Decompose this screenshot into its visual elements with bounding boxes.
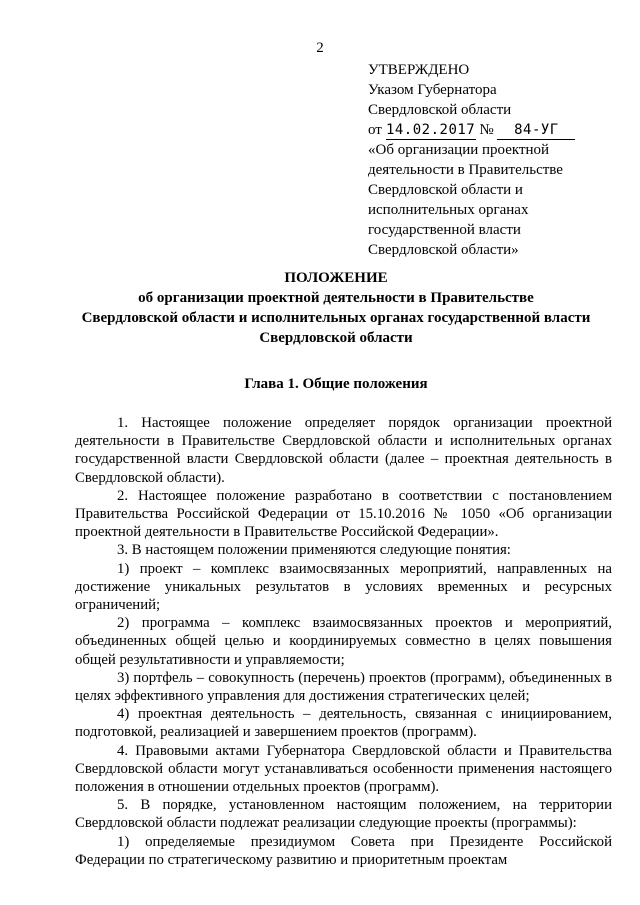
approval-date: 14.02.2017 xyxy=(385,122,476,138)
paragraph: 4. Правовыми актами Губернатора Свердловской области и Правительства Свердловской области могут устанавливаться особенности применения настоящего положения в отношении отдельных проектов (программ). xyxy=(75,742,612,796)
title-line: Свердловской области и исполнительных органах государственной власти xyxy=(81,310,591,326)
approval-number-label: № xyxy=(479,122,494,138)
approval-number: 84-УГ xyxy=(497,122,575,140)
approval-decree: Указом Губернатора xyxy=(368,82,497,98)
page-number: 2 xyxy=(316,40,324,56)
paragraph: 1) определяемые президиумом Совета при Президенте Российской Федерации по стратегическому развитию и приоритетным проектам xyxy=(75,833,612,868)
paragraph: 3) портфель – совокупность (перечень) проектов (программ), объединенных в целях эффективного управления для достижения стратегических целей; xyxy=(75,669,612,705)
document-body xyxy=(75,414,612,869)
title-line: ПОЛОЖЕНИЕ xyxy=(284,270,388,286)
paragraph: 3. В настоящем положении применяются следующие понятия: xyxy=(117,542,511,559)
approval-date-number-line xyxy=(368,120,618,140)
title-line: об организации проектной деятельности в Правительстве xyxy=(138,290,534,306)
paragraph: 2) программа – комплекс взаимосвязанных проектов и мероприятий, объединенных общей целью и координируемых совместно в целях повышения общей результативности и управляемости; xyxy=(75,615,612,668)
approval-stamp xyxy=(368,60,618,260)
paragraph: 2. Настоящее положение разработано в соответствии с постановлением Правительства Российской Федерации от 15.10.2016 № 1050 «Об организации проектной деятельности в Правительстве Российской Федерации». xyxy=(75,487,612,541)
title-line: Свердловской области xyxy=(259,330,413,346)
approval-subject-line: Свердловской области» xyxy=(368,242,519,258)
chapter-heading: Глава 1. Общие положения xyxy=(244,376,428,392)
document-title xyxy=(60,268,612,348)
approval-region: Свердловской области xyxy=(368,102,512,118)
approval-subject-line: «Об организации проектной xyxy=(368,142,550,158)
approval-from-label: от xyxy=(368,122,382,138)
approval-subject-line: исполнительных органах xyxy=(368,202,529,218)
paragraph: 5. В порядке, установленном настоящим положением, на территории Свердловской области подлежат реализации следующие проекты (программы): xyxy=(75,797,612,832)
approval-subject-line: Свердловской области и xyxy=(368,182,523,198)
approval-heading: УТВЕРЖДЕНО xyxy=(368,62,470,78)
approval-subject-line: государственной власти xyxy=(368,222,521,238)
paragraph: 4) проектная деятельность – деятельность, связанная с инициированием, подготовкой, реализацией и завершением проектов (программ). xyxy=(75,706,612,741)
paragraph: 1. Настоящее положение определяет порядок организации проектной деятельности в Правительстве Свердловской области и исполнительных органах государственной власти Свердловской области (далее – проектная деятельность в Свердловской области). xyxy=(75,415,612,486)
approval-subject-line: деятельности в Правительстве xyxy=(368,162,563,178)
paragraph: 1) проект – комплекс взаимосвязанных мероприятий, направленных на достижение уникальных результатов в условиях временных и ресурсных ограничений; xyxy=(75,560,612,614)
